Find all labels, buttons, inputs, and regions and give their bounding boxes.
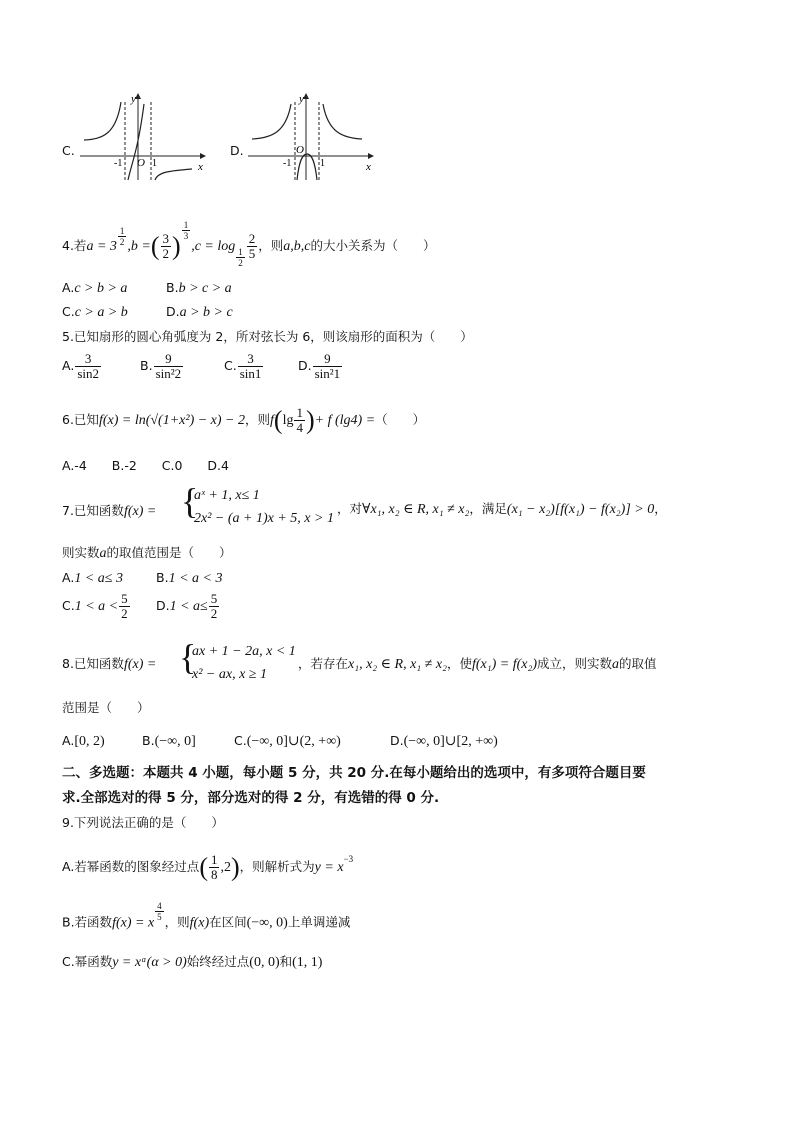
graph-d-label: D. [230, 143, 244, 158]
q6-expr: + f (lg4) = [314, 413, 376, 428]
q4-b-exp-num: 1 [183, 220, 189, 231]
question-5: 5.已知扇形的圆心角弧度为 2，所对弦长为 6，则该扇形的面积为（ ） [62, 329, 473, 344]
question-6: 6.已知f(x) = ln(√(1+x²) − x) − 2，则f(lg $\frac{1}{4}$ )+ f (lg4) =（ ） [62, 405, 426, 435]
q4-options-row1 [62, 280, 232, 297]
curve-right-branch [323, 104, 362, 139]
q7-case2: 2x² − (a + 1)x + 5, x > 1 [194, 511, 334, 526]
q7-options-row1 [62, 570, 222, 587]
q4-b-num: 3 [162, 231, 170, 247]
q9-statement-a[interactable]: A.若幂函数的图象经过点( $\frac{1}{8}$ ,2)，则解析式为$y = x^{-3}$ [62, 852, 354, 883]
q4-option-a[interactable]: A.c > b > a [62, 280, 128, 296]
q5-option-b[interactable]: B. $\frac{9}{\text{sin²2}}$ [140, 351, 182, 381]
q8-option-d[interactable]: D.(−∞, 0]∪[2, +∞) [390, 733, 498, 749]
q4-option-b[interactable]: B.b > c > a [166, 280, 232, 296]
q6-options: A.-4 B.-2 C.0 D.4 [62, 458, 229, 473]
q8-case2: x² − ax, x ≥ 1 [192, 667, 267, 682]
curve-left-branch [252, 104, 291, 139]
q9-statement-c[interactable]: C.幂函数y = xᵅ(α > 0)始终经过点(0, 0)和(1, 1) [62, 954, 323, 970]
y-label: y [299, 93, 304, 105]
q4-c: ,c = log [191, 239, 236, 255]
section-2-heading: 二、多选题：本题共 4 小题，每小题 5 分，共 20 分.在每小题给出的选项中，有多项符合题目要 [62, 765, 646, 781]
question-8: 8.已知函数f(x) = [62, 656, 157, 672]
origin-label: O [296, 144, 304, 156]
curve-left-branch [84, 102, 121, 140]
q4-a-exp-num: 1 [119, 226, 125, 237]
y-axis-arrow [135, 93, 141, 99]
q8-condition: ，若存在x₁, x₂ ∈ R, x₁ ≠ x₂，使f(x₁) = f(x₂)成立，则实数a的取值 [298, 656, 657, 672]
q4-options-row2 [62, 304, 233, 321]
q7-condition: ，对∀x₁, x₂ ∈ R, x₁ ≠ x₂，满足(x₁ − x₂)[f(x₁) − f(x₂)] > 0， [337, 501, 667, 517]
tick-one: 1 [152, 158, 157, 169]
q8-option-c[interactable]: C.(−∞, 0]∪(2, +∞) [234, 733, 341, 749]
q4-a: a = 3 [86, 239, 117, 255]
q7-option-c[interactable]: C.1 < a < $\frac{5}{2}$ [62, 591, 128, 621]
question-4: 4.若a = 3 $^{\frac{1}{2}}$ ,b =( $\frac{3}{2}$ ) $^{\frac{1}{3}}$ ,c = log $_{\frac{1}{2}}$ $\frac{2}{5}$ ，则a,b,c的大小关系为（ ） [62, 220, 436, 269]
section-2-heading-line2: 求.全部选对的得 5 分，部分选对的得 2 分，有选错的得 0 分. [62, 790, 440, 806]
q6-fx: f(x) = ln(√(1+x²) − x) − 2 [98, 413, 246, 428]
q4-c-num: 2 [248, 231, 256, 247]
q7-case1: aˣ + 1, x≤ 1 [194, 488, 260, 503]
q4-suffix: ，则 [258, 238, 284, 254]
q7-line2: 则实数a的取值范围是（ ） [62, 545, 232, 561]
curve-middle-branch [297, 154, 317, 180]
q4-tail: 的大小关系为（ ） [310, 238, 436, 254]
question-9: 9.下列说法正确的是（ ） [62, 815, 224, 830]
q8-case1: ax + 1 − 2a, x < 1 [192, 644, 296, 659]
q4-option-c[interactable]: C.c > a > b [62, 304, 128, 320]
q4-c-den: 5 [248, 246, 256, 262]
q8-options [62, 733, 498, 750]
q9-statement-b[interactable]: B.若函数f(x) = x $^{\frac{4}{5}}$ ，则f(x)在区间(−∞, 0)上单调递减 [62, 901, 351, 931]
q4-c-base-den: 2 [238, 258, 243, 269]
origin-label: O [137, 157, 145, 169]
y-label: y [131, 93, 136, 105]
graph-d [246, 92, 386, 182]
tick-neg-one: -1 [114, 158, 123, 169]
graph-c-label: C. [62, 143, 75, 158]
q4-b-den: 2 [162, 246, 170, 262]
y-axis-arrow [303, 93, 309, 99]
q8-option-b[interactable]: B.(−∞, 0] [142, 733, 196, 749]
q8-option-a[interactable]: A.[0, 2) [62, 733, 105, 749]
q4-c-base-num: 1 [238, 247, 243, 258]
q5-options [62, 352, 343, 381]
x-label: x [366, 161, 371, 173]
question-7: 7.已知函数f(x) = [62, 503, 157, 519]
q4-prefix: 4.若 [62, 238, 87, 254]
x-label: x [198, 161, 203, 173]
tick-neg-one: -1 [283, 158, 292, 169]
q7-option-a[interactable]: A.1 < a≤ 3 [62, 570, 123, 586]
q6-prefix: 6.已知 [62, 412, 99, 427]
q4-a-exp-den: 2 [119, 237, 125, 248]
q8-line2: 范围是（ ） [62, 700, 150, 715]
q4-option-d[interactable]: D.a > b > c [166, 304, 233, 320]
q7-options-row2 [62, 592, 220, 621]
q4-b-exp-den: 3 [183, 231, 189, 242]
graph-c [78, 92, 218, 182]
q5-option-d[interactable]: D. $\frac{9}{\text{sin²1}}$ [298, 351, 341, 381]
x-axis-arrow [200, 153, 206, 159]
q4-b: ,b = [127, 239, 151, 255]
curve-right-branch [155, 169, 192, 180]
q5-option-c[interactable]: C. $\frac{3}{\sin 1}$ [224, 351, 262, 381]
q7-option-d[interactable]: D.1 < a≤ $\frac{5}{2}$ [156, 591, 218, 621]
q5-option-a[interactable]: A. $\frac{3}{\sin 2}$ [62, 351, 99, 381]
x-axis-arrow [368, 153, 374, 159]
q6-mid: ，则 [245, 412, 271, 427]
q4-vars: a,b,c [283, 239, 311, 255]
q7-option-b[interactable]: B.1 < a < 3 [156, 570, 223, 586]
tick-one: 1 [320, 158, 325, 169]
